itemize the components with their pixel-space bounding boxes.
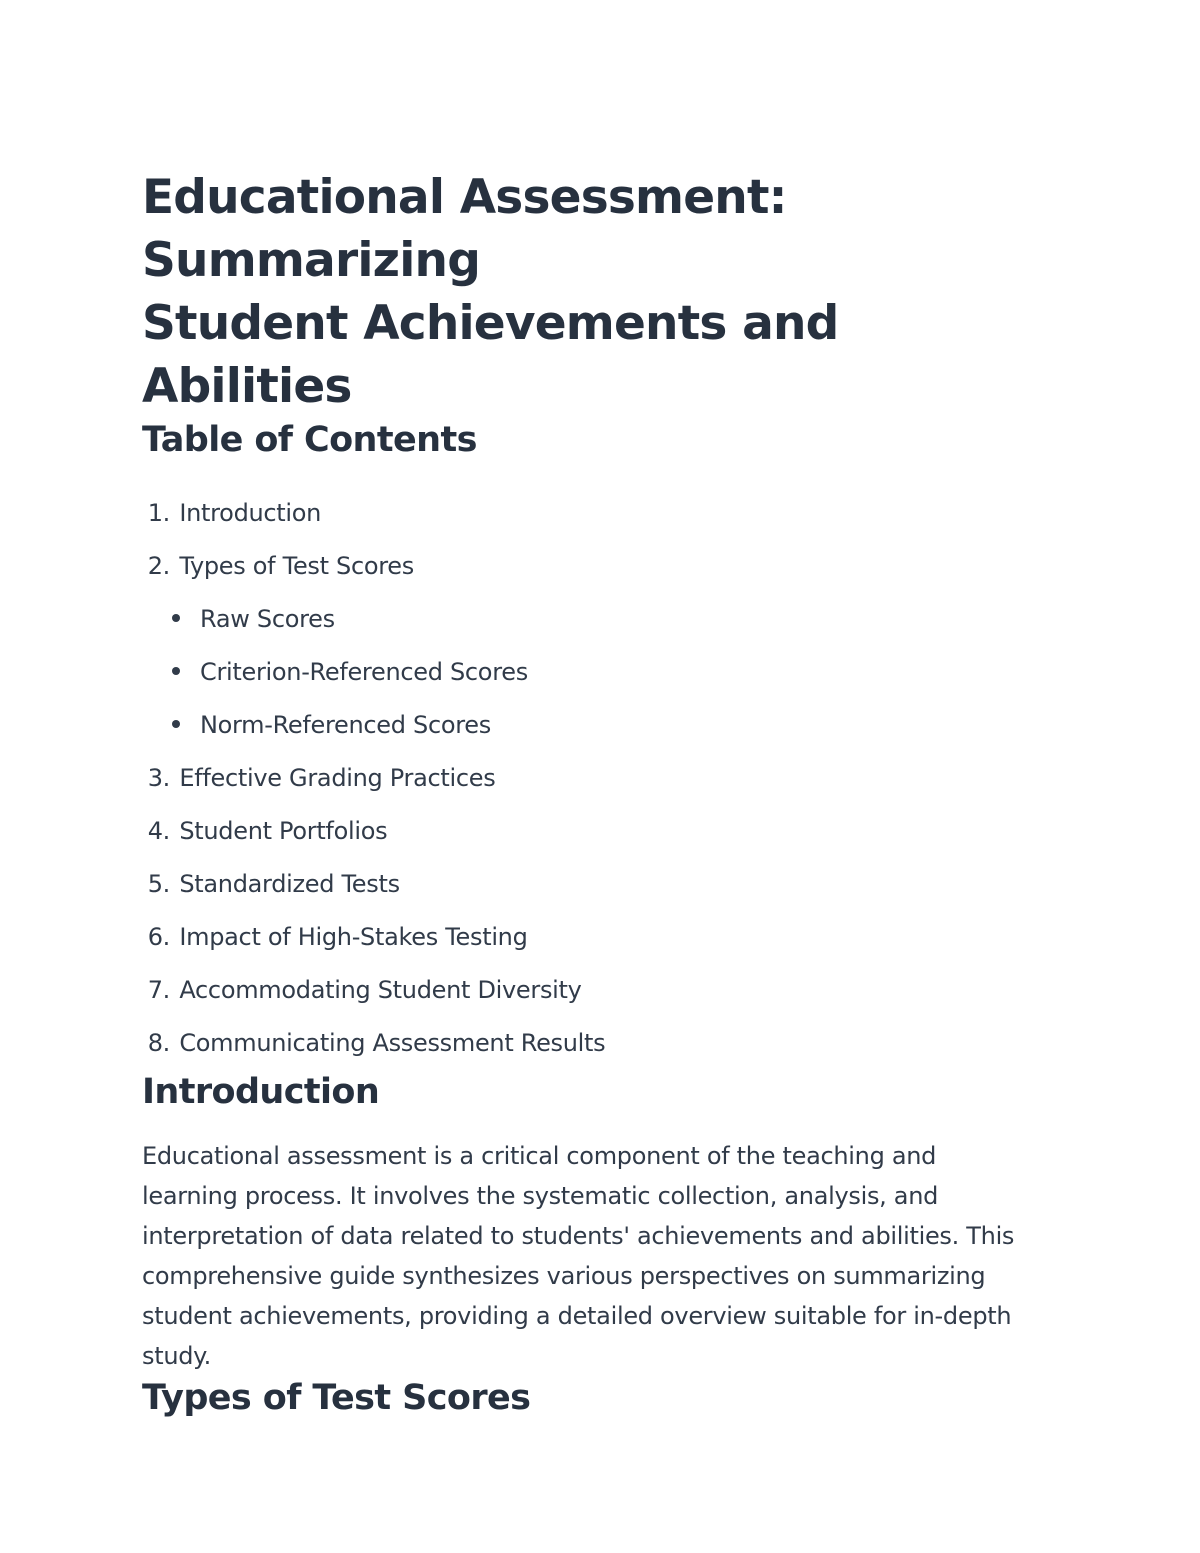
toc-item-number: 7. — [147, 976, 170, 1004]
toc-item-communicating-assessment-results — [142, 1017, 1062, 1070]
toc-subitem-norm-referenced-scores — [172, 699, 1062, 752]
paragraph-line: student achievements, providing a detailed overview suitable for in-depth — [142, 1302, 1012, 1330]
paragraph-line: interpretation of data related to students' achievements and abilities. This — [142, 1222, 1015, 1250]
toc-item-label: Standardized Tests — [179, 870, 400, 898]
toc-item-label: Student Portfolios — [179, 817, 388, 845]
paragraph-line: learning process. It involves the systematic collection, analysis, and — [142, 1182, 939, 1210]
toc-item-number: 2. — [147, 552, 170, 580]
toc-item-label: Types of Test Scores — [179, 552, 414, 580]
introduction-heading: Introduction — [142, 1072, 380, 1112]
toc-item-standardized-tests — [142, 858, 1062, 911]
toc-subitem-label: Norm-Referenced Scores — [200, 711, 491, 739]
toc-item-student-portfolios — [142, 805, 1062, 858]
document-title-line-2: Student Achievements and Abilities — [142, 296, 839, 414]
document-title-line-1: Educational Assessment: Summarizing — [142, 170, 787, 288]
bullet-icon — [172, 720, 180, 728]
toc-item-impact-of-high-stakes-testing — [142, 911, 1062, 964]
toc-item-accommodating-student-diversity — [142, 964, 1062, 1017]
toc-item-number: 1. — [147, 499, 170, 527]
toc-item-types-of-test-scores — [142, 540, 1062, 752]
paragraph-line: study. — [142, 1342, 211, 1370]
paragraph-line: Educational assessment is a critical component of the teaching and — [142, 1142, 937, 1170]
document-title — [142, 166, 1062, 418]
toc-item-introduction — [142, 487, 1062, 540]
toc-item-number: 5. — [147, 870, 170, 898]
table-of-contents — [142, 487, 1062, 1070]
introduction-paragraph — [142, 1136, 1062, 1376]
toc-item-number: 4. — [147, 817, 170, 845]
toc-item-label: Communicating Assessment Results — [179, 1029, 606, 1057]
toc-subitem-raw-scores — [172, 593, 1062, 646]
types-of-test-scores-heading: Types of Test Scores — [142, 1378, 531, 1418]
document-page — [142, 166, 1062, 1420]
bullet-icon — [172, 614, 180, 622]
toc-item-number: 6. — [147, 923, 170, 951]
toc-sublist — [142, 593, 1062, 752]
toc-item-label: Impact of High-Stakes Testing — [179, 923, 528, 951]
toc-item-label: Introduction — [179, 499, 322, 527]
paragraph-line: comprehensive guide synthesizes various perspectives on summarizing — [142, 1262, 986, 1290]
toc-item-number: 3. — [147, 764, 170, 792]
toc-subitem-criterion-referenced-scores — [172, 646, 1062, 699]
toc-item-label: Accommodating Student Diversity — [179, 976, 582, 1004]
toc-item-label: Effective Grading Practices — [179, 764, 496, 792]
toc-item-number: 8. — [147, 1029, 170, 1057]
bullet-icon — [172, 667, 180, 675]
toc-subitem-label: Criterion-Referenced Scores — [200, 658, 528, 686]
toc-heading: Table of Contents — [142, 420, 477, 460]
toc-item-effective-grading-practices — [142, 752, 1062, 805]
toc-subitem-label: Raw Scores — [200, 605, 335, 633]
